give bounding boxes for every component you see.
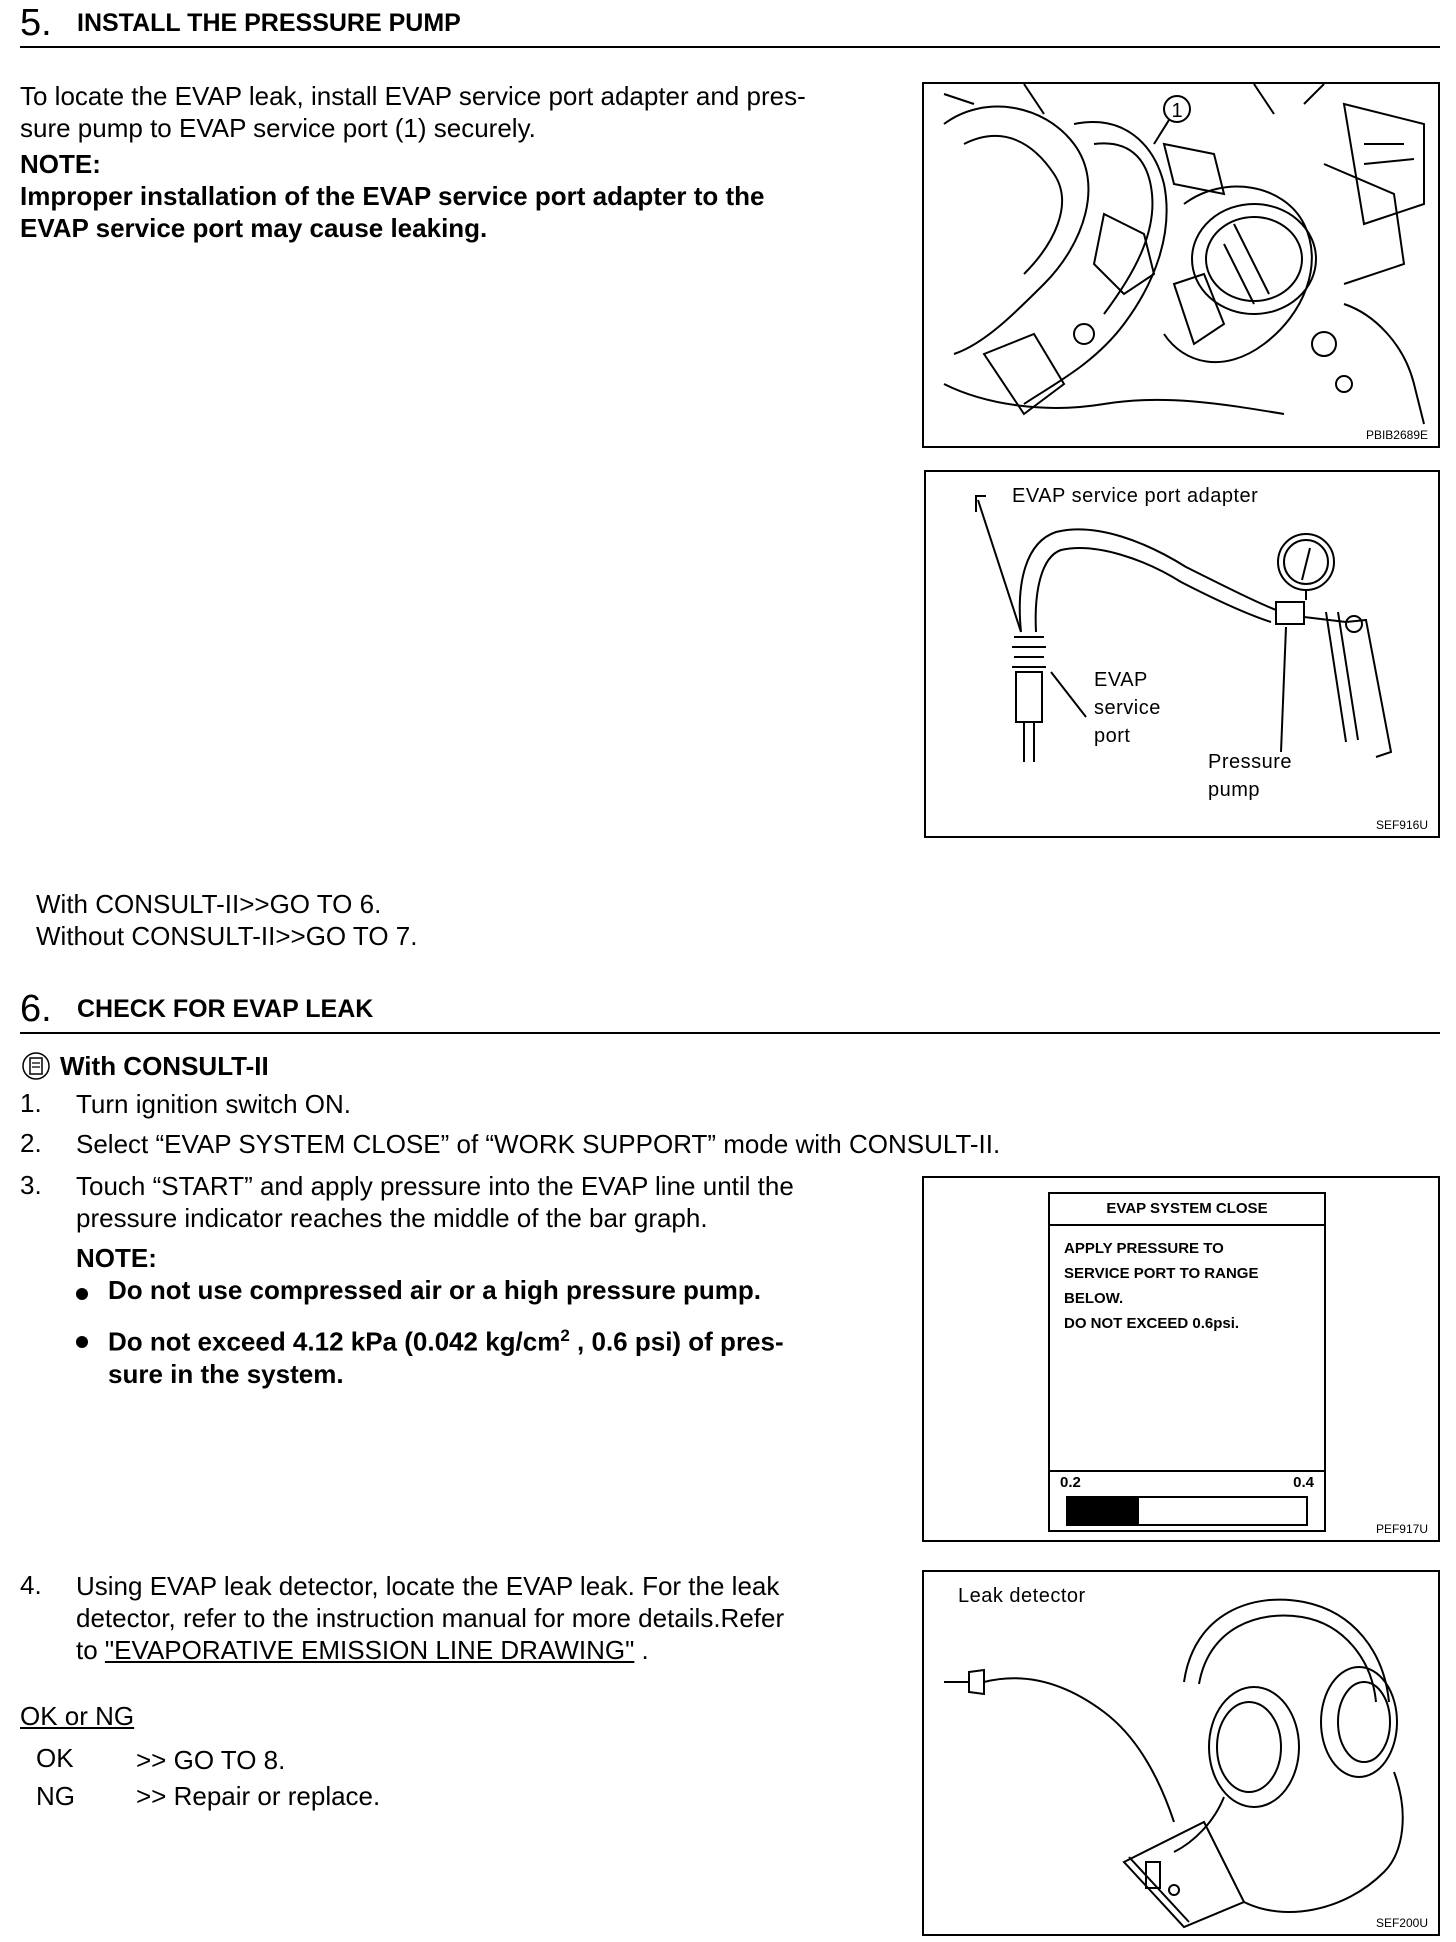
goto-line: Without CONSULT-II>>GO TO 7.: [36, 921, 418, 951]
intro-line: To locate the EVAP leak, install EVAP service port adapter and pres-: [20, 81, 806, 111]
label-line: port: [1094, 725, 1131, 747]
pressure-bar-fill: [1068, 1498, 1139, 1524]
bullet-text: , 0.6 psi) of pres-: [569, 1326, 784, 1357]
pressure-pump-label: [1208, 748, 1292, 804]
leak-detector-figure: [922, 1570, 1440, 1936]
consult-heading-text: With CONSULT-II: [60, 1051, 269, 1081]
figure-code: PEF917U: [1375, 1522, 1428, 1536]
screen-message: [1050, 1226, 1324, 1336]
screen-line: APPLY PRESSURE TO: [1064, 1240, 1224, 1257]
ok-ng-heading: OK or NG: [20, 1701, 135, 1731]
list-text: [76, 1170, 794, 1234]
step-5-intro: [20, 80, 806, 144]
pressure-pump-drawing: [926, 472, 1438, 836]
figure-code: SEF916U: [1375, 818, 1428, 832]
step-5-goto: [36, 888, 417, 952]
label-line: service: [1094, 697, 1161, 719]
goto-line: With CONSULT-II>>GO TO 6.: [36, 889, 382, 919]
note-line: Improper installation of the EVAP service port adapter to the: [20, 181, 765, 211]
list-text: Select “EVAP SYSTEM CLOSE” of “WORK SUPPORT” mode with CONSULT-II.: [76, 1129, 1001, 1159]
step-number: 6.: [20, 988, 52, 1030]
screen-title: EVAP SYSTEM CLOSE: [1050, 1194, 1324, 1226]
adapter-label: EVAP service port adapter: [1012, 485, 1259, 507]
bullet-icon: [76, 1336, 88, 1348]
list-text-line: pressure indicator reaches the middle of the bar graph.: [76, 1203, 708, 1233]
step-number: 5.: [20, 2, 52, 44]
consult-screen: [1048, 1192, 1326, 1532]
bullet-text: Do not exceed 4.12 kPa (0.042 kg/cm: [108, 1326, 561, 1357]
ng-result: >> Repair or replace.: [136, 1781, 381, 1811]
leak-detector-drawing: [924, 1572, 1438, 1934]
screen-separator: [1050, 1470, 1324, 1472]
screen-line: BELOW.: [1064, 1290, 1124, 1307]
list-text: [76, 1570, 784, 1666]
step-5-note: [20, 148, 765, 244]
step-5-header: [20, 2, 1440, 48]
label-line: Pressure: [1208, 751, 1293, 773]
screen-line: DO NOT EXCEED 0.6psi.: [1064, 1315, 1240, 1332]
consult-icon: [20, 1050, 52, 1082]
ng-label: NG: [36, 1781, 75, 1811]
step-title: INSTALL THE PRESSURE PUMP: [77, 9, 461, 37]
consult-screen-figure: [922, 1176, 1440, 1542]
scale-max: 0.4: [1293, 1474, 1314, 1491]
ok-label: OK: [36, 1743, 74, 1773]
list-text-line: Using EVAP leak detector, locate the EVAP leak. For the leak: [76, 1571, 780, 1601]
list-text-line: detector, refer to the instruction manual for more details.Refer: [76, 1603, 785, 1633]
scale-min: 0.2: [1060, 1474, 1081, 1491]
note-line: EVAP service port may cause leaking.: [20, 213, 488, 243]
list-number: 4.: [20, 1570, 42, 1600]
step-6-header: [20, 988, 1440, 1034]
bullet-text: sure in the system.: [108, 1358, 344, 1389]
label-line: pump: [1208, 779, 1261, 801]
superscript: 2: [560, 1326, 570, 1345]
intro-line: sure pump to EVAP service port (1) securely.: [20, 113, 536, 143]
pressure-bar: [1066, 1496, 1308, 1526]
step-title: CHECK FOR EVAP LEAK: [77, 995, 374, 1023]
note-bullet-1: Do not use compressed air or a high pressure pump.: [108, 1275, 762, 1305]
engine-bay-figure: [922, 82, 1440, 448]
service-port-label: [1094, 666, 1161, 750]
ok-result: >> GO TO 8.: [136, 1745, 286, 1775]
step-6-note-label: NOTE:: [76, 1243, 157, 1273]
figure-code: PBIB2689E: [1365, 428, 1428, 442]
list-text: .: [634, 1635, 649, 1665]
list-number: 1.: [20, 1088, 42, 1118]
list-text-line: Touch “START” and apply pressure into the EVAP line until the: [76, 1171, 794, 1201]
bullet-icon: [76, 1288, 88, 1300]
leak-detector-label: Leak detector: [958, 1585, 1086, 1607]
note-label: NOTE:: [20, 149, 101, 179]
screen-line: SERVICE PORT TO RANGE: [1064, 1265, 1259, 1282]
emission-line-drawing-link[interactable]: "EVAPORATIVE EMISSION LINE DRAWING": [104, 1635, 635, 1665]
list-number: 2.: [20, 1128, 42, 1158]
engine-bay-drawing: [924, 84, 1438, 446]
label-line: EVAP: [1094, 669, 1148, 691]
list-text: Turn ignition switch ON.: [76, 1089, 352, 1119]
pressure-pump-figure: [924, 470, 1440, 838]
list-text: to: [76, 1635, 105, 1665]
note-bullet-2: [108, 1320, 784, 1390]
callout-number: 1: [1171, 100, 1183, 122]
list-number: 3.: [20, 1170, 42, 1200]
figure-code: SEF200U: [1375, 1916, 1428, 1930]
